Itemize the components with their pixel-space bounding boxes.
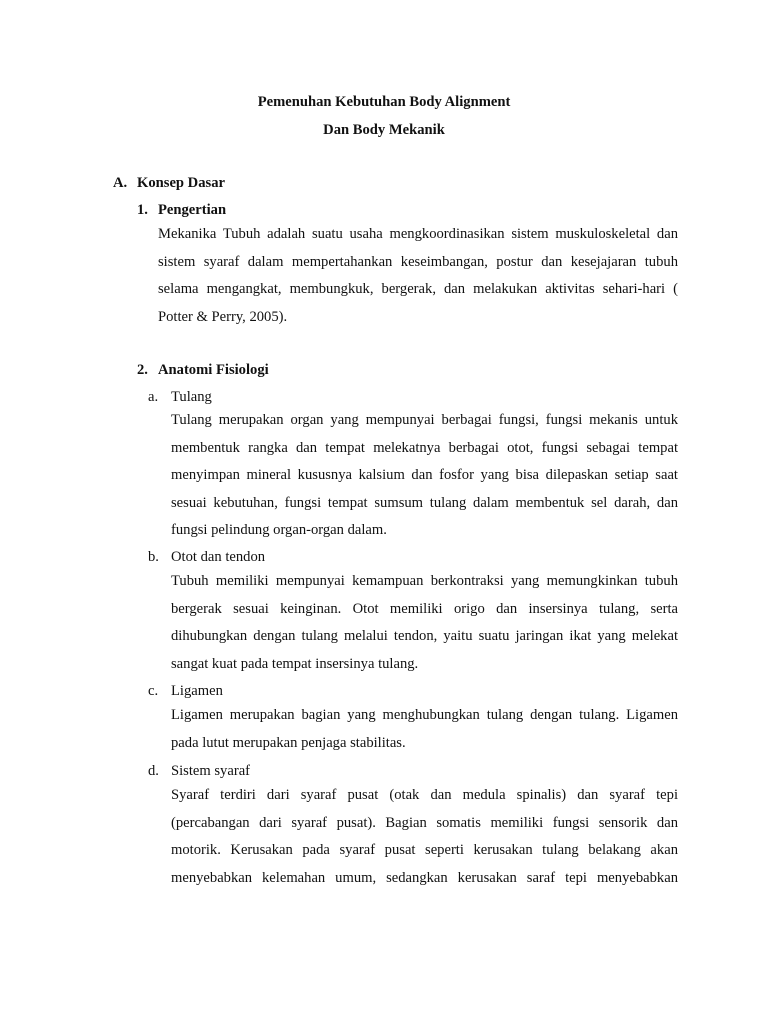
- subitem-d-title: Sistem syaraf: [171, 763, 251, 779]
- subitem-c-paragraph: Ligamen merupakan bagian yang menghubungkan tulang dengan tulang. Ligamen pada lutut merupakan penjaga stabilitas.: [171, 707, 678, 751]
- item-1-marker: 1.: [137, 202, 148, 218]
- subitem-a-paragraph: Tulang merupakan organ yang mempunyai berbagai fungsi, fungsi mekanis untuk membentuk rangka dan tempat melekatnya berbagai otot, fungsi sebagai tempat menyimpan mineral kususnya kalsium dan fosfor yang bisa dilepaskan setiap saat sesuai kebutuhan, fungsi tempat sumsum tulang dalam membentuk sel darah, dan fungsi pelindung organ-organ dalam.: [171, 412, 678, 538]
- item-1-title: Pengertian: [158, 202, 227, 218]
- item-2-title: Anatomi Fisiologi: [158, 362, 269, 378]
- section-a-title: Konsep Dasar: [137, 175, 225, 191]
- subitem-a-marker: a.: [148, 389, 159, 405]
- subitem-b-title: Otot dan tendon: [171, 549, 266, 565]
- item-2-marker: 2.: [137, 362, 148, 378]
- subitem-c-marker: c.: [148, 683, 159, 699]
- subitem-d-marker: d.: [148, 763, 159, 779]
- subitem-d-paragraph: Syaraf terdiri dari syaraf pusat (otak dan medula spinalis) dan syaraf tepi (percabangan dari syaraf pusat). Bagian somatis memiliki fungsi sensorik dan motorik. Kerusakan pada syaraf pusat seperti kerusakan tulang belakang akan menyebabkan kelemahan umum, sedangkan kerusakan saraf tepi menyebabkan: [171, 787, 678, 886]
- section-a-marker: A.: [113, 175, 128, 191]
- subitem-b-paragraph: Tubuh memiliki mempunyai kemampuan berkontraksi yang memungkinkan tubuh bergerak sesuai keinginan. Otot memiliki origo dan insersinya tulang, serta dihubungkan dengan tulang melalui tendon, yaitu suatu jaringan ikat yang melekat sangat kuat pada tempat insersinya tulang.: [171, 573, 678, 672]
- document-title-line-1: Pemenuhan Kebutuhan Body Alignment: [257, 94, 511, 110]
- subitem-b-marker: b.: [148, 549, 159, 565]
- subitem-a-title: Tulang: [171, 389, 212, 405]
- item-1-paragraph: Mekanika Tubuh adalah suatu usaha mengkoordinasikan sistem muskuloskeletal dan sistem syaraf dalam mempertahankan keseimbangan, postur dan kesejajaran tubuh selama mengangkat, membungkuk, bergerak, dan melakukan aktivitas sehari-hari ( Potter & Perry, 2005).: [158, 226, 678, 325]
- subitem-c-title: Ligamen: [171, 683, 223, 699]
- document-title-line-2: Dan Body Mekanik: [323, 122, 445, 138]
